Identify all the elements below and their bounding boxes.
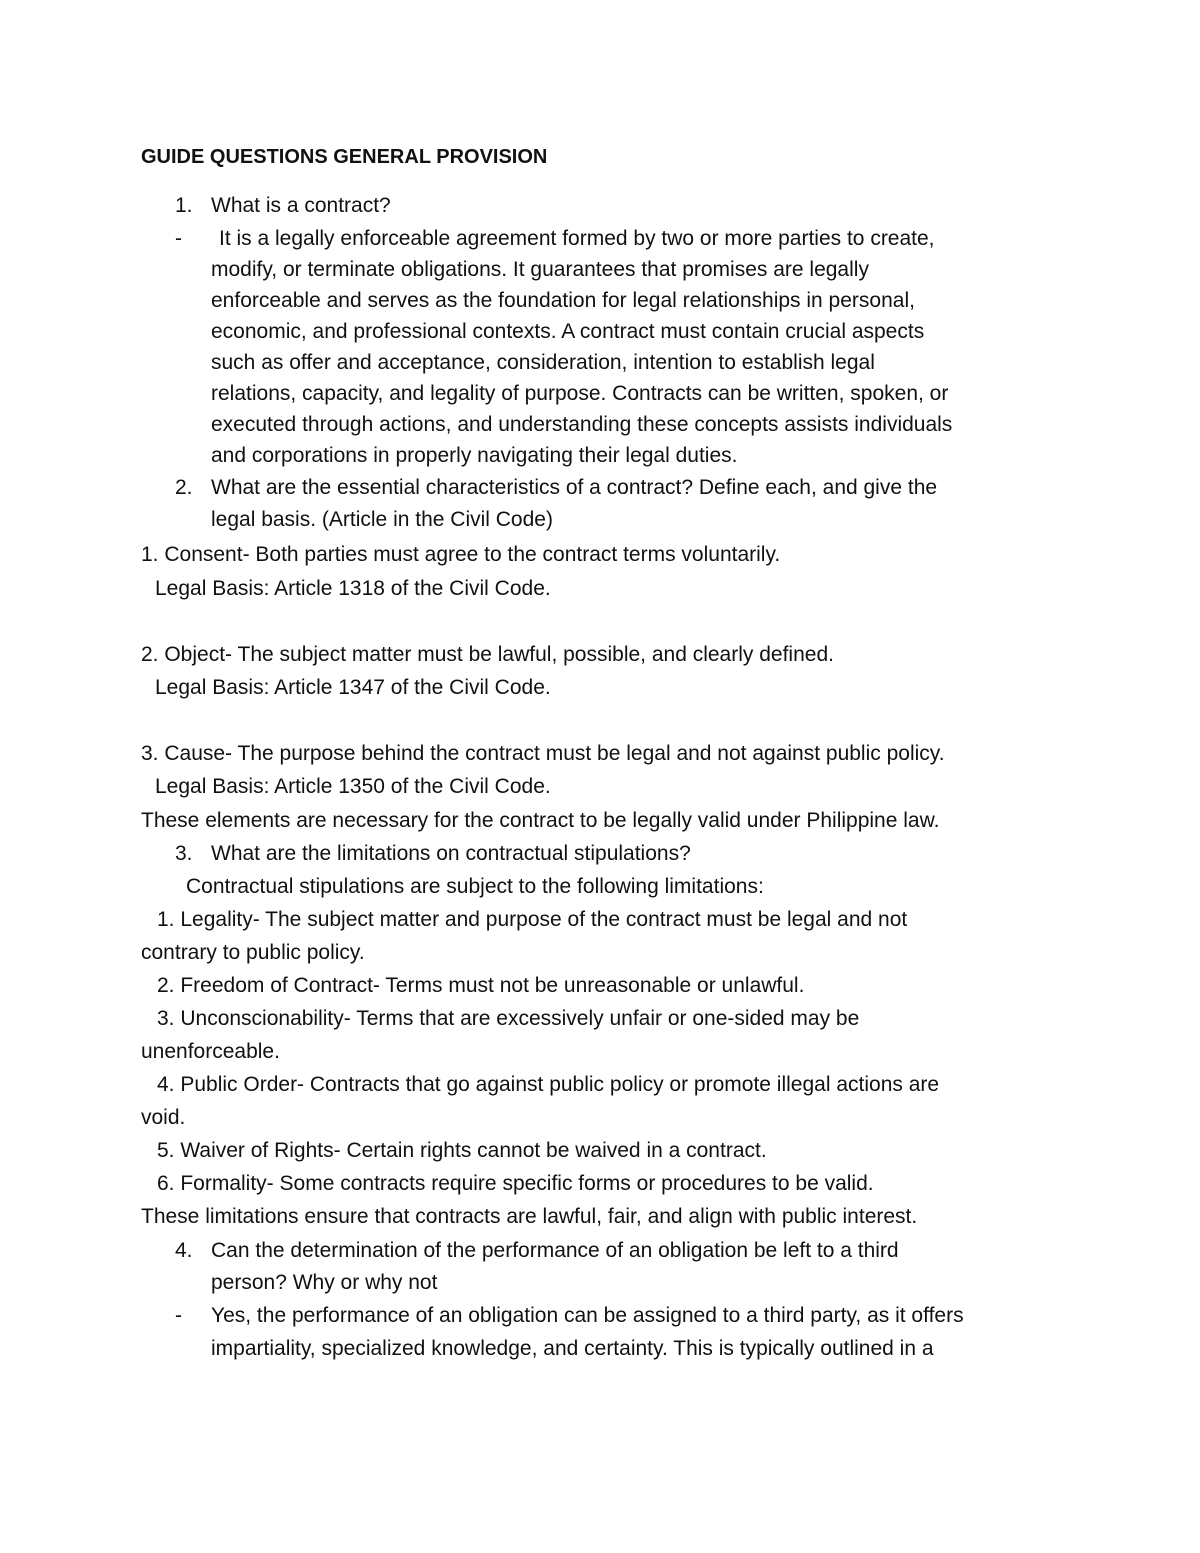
q1-answer-line: enforceable and serves as the foundation for legal relationships in personal,: [211, 289, 915, 312]
q3-item-public-order: 4. Public Order- Contracts that go against public policy or promote illegal actions are: [157, 1073, 940, 1096]
document-title: GUIDE QUESTIONS GENERAL PROVISION: [141, 146, 548, 168]
q1-answer-line: executed through actions, and understanding these concepts assists individuals: [211, 413, 953, 436]
q3-number: 3.: [175, 842, 193, 865]
q3-item-continuation: contrary to public policy.: [141, 941, 365, 964]
q1-answer-line: relations, capacity, and legality of purpose. Contracts can be written, spoken, or: [211, 382, 949, 405]
q2-question-line: What are the essential characteristics of a contract? Define each, and give the: [211, 476, 938, 499]
q2-number: 2.: [175, 476, 193, 499]
q3-question: What are the limitations on contractual stipulations?: [211, 842, 691, 865]
q3-item-continuation: unenforceable.: [141, 1040, 280, 1063]
q4-answer-line: impartiality, specialized knowledge, and certainty. This is typically outlined in a: [211, 1337, 934, 1360]
q2-summary: These elements are necessary for the contract to be legally valid under Philippine law.: [141, 809, 940, 832]
q1-answer-line: modify, or terminate obligations. It guarantees that promises are legally: [211, 258, 869, 281]
q4-question-line: person? Why or why not: [211, 1271, 438, 1294]
q2-item-consent: 1. Consent- Both parties must agree to the contract terms voluntarily.: [141, 543, 781, 566]
q1-answer-line: economic, and professional contexts. A contract must contain crucial aspects: [211, 320, 925, 343]
q3-item-freedom: 2. Freedom of Contract- Terms must not be unreasonable or unlawful.: [157, 974, 805, 997]
q1-number: 1.: [175, 194, 193, 217]
q2-item-object: 2. Object- The subject matter must be lawful, possible, and clearly defined.: [141, 643, 834, 666]
q4-number: 4.: [175, 1239, 193, 1262]
q1-answer-line: It is a legally enforceable agreement formed by two or more parties to create,: [219, 227, 935, 250]
q2-question-line: legal basis. (Article in the Civil Code): [211, 508, 553, 531]
q4-bullet: -: [175, 1304, 182, 1327]
q3-item-legality: 1. Legality- The subject matter and purpose of the contract must be legal and not: [157, 908, 908, 931]
q2-item-basis: Legal Basis: Article 1318 of the Civil Code.: [155, 577, 551, 600]
q4-question-line: Can the determination of the performance of an obligation be left to a third: [211, 1239, 899, 1262]
q4-answer-line: Yes, the performance of an obligation can be assigned to a third party, as it offers: [211, 1304, 964, 1327]
q3-summary: These limitations ensure that contracts are lawful, fair, and align with public interest.: [141, 1205, 918, 1228]
q1-answer-line: such as offer and acceptance, consideration, intention to establish legal: [211, 351, 875, 374]
q1-bullet: -: [175, 227, 182, 250]
q3-item-continuation: void.: [141, 1106, 186, 1129]
q3-item-unconscionability: 3. Unconscionability- Terms that are excessively unfair or one-sided may be: [157, 1007, 860, 1030]
q3-intro: Contractual stipulations are subject to the following limitations:: [186, 875, 764, 898]
q3-item-formality: 6. Formality- Some contracts require specific forms or procedures to be valid.: [157, 1172, 874, 1195]
q1-answer-line: and corporations in properly navigating their legal duties.: [211, 444, 738, 467]
q1-question: What is a contract?: [211, 194, 391, 217]
q2-item-basis: Legal Basis: Article 1347 of the Civil Code.: [155, 676, 551, 699]
q2-item-cause: 3. Cause- The purpose behind the contract must be legal and not against public policy.: [141, 742, 945, 765]
q2-item-basis: Legal Basis: Article 1350 of the Civil Code.: [155, 775, 551, 798]
q3-item-waiver: 5. Waiver of Rights- Certain rights cannot be waived in a contract.: [157, 1139, 767, 1162]
